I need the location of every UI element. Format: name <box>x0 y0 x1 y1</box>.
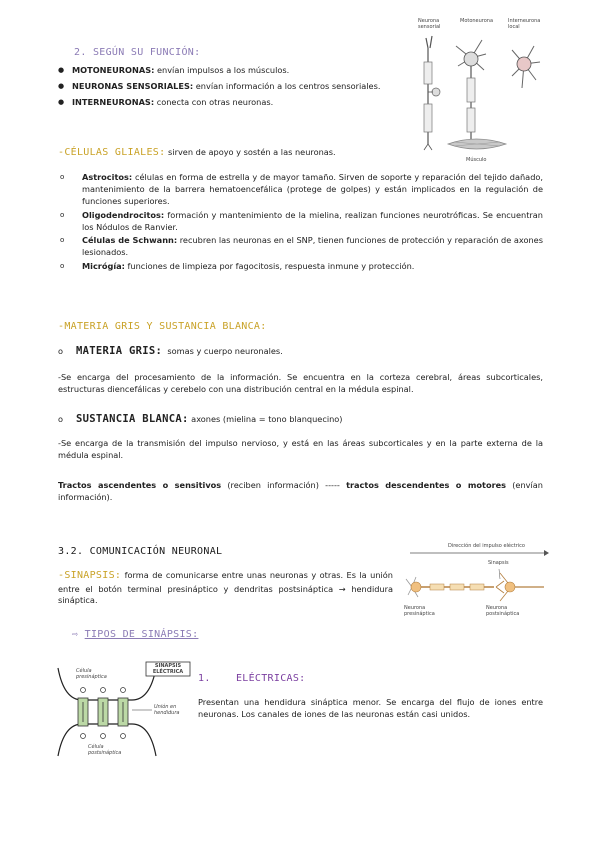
list-item: o Astrocitos: células en forma de estrella y de mayor tamaño. Sirven de soporte y reparación del tejido dañado, mantenimiento de la barrera hematoencefálica (protege de golpes) y están implicados en la regulación de funciones superiores. <box>58 172 543 208</box>
white-matter-term: SUSTANCIA BLANCA: <box>76 413 189 425</box>
list-item: o Micrógía: funciones de limpieza por fagocitosis, respuesta inmune y protección. <box>58 261 543 273</box>
white-matter-text: axones (mielina = tono blanquecino) <box>188 414 343 424</box>
synapse-label: -SINAPSIS: <box>58 570 122 581</box>
list-item: o Oligodendrocitos: formación y mantenimiento de la mielina, realizan funciones neurotróficas. Se encuentran los Nódulos de Ranvier. <box>58 210 543 234</box>
gray-matter-term: MATERIA GRIS: <box>76 345 163 357</box>
electrical-title: ELÉCTRICAS: <box>235 673 306 684</box>
synapse-types-heading <box>72 628 198 643</box>
white-matter-row <box>58 412 538 427</box>
glial-intro <box>58 146 548 161</box>
electrical-number: 1. <box>198 673 211 684</box>
figure-label-electrical: SINAPSIS ELÉCTRICA <box>152 663 184 675</box>
figure-label-muscle: Músculo <box>466 157 487 163</box>
synapse-figure <box>404 543 549 625</box>
figure-label-postsynaptic: Neurona postsináptica <box>486 605 520 617</box>
figure-label-interneuron: Interneurona local <box>508 18 541 30</box>
gray-matter-text: somas y cuerpo neuronales. <box>167 346 283 356</box>
glial-intro-text: sirven de apoyo y sostén a las neuronas. <box>165 147 336 157</box>
gray-matter-paragraph: -Se encarga del procesamiento de la información. Se encuentra en la corteza cerebral, áreas subcorticales, estructuras diencefálicas y cerebelo con una distribución central en la médula espinal. <box>58 372 543 394</box>
electrical-paragraph: Presentan una hendidura sináptica menor. Se encarga del flujo de iones entre neuronas. Los canales de iones de las neuronas están casi unidos. <box>198 697 543 719</box>
communication-heading: 3.2. COMUNICACIÓN NEURONAL <box>58 546 223 557</box>
list-item: ● MOTONEURONAS: envían impulsos a los músculos. <box>58 65 408 77</box>
neuron-types-illustration <box>416 32 548 157</box>
gray-matter-row <box>58 344 538 359</box>
figure-label-gap-junction: Unión en hendidura <box>154 704 180 716</box>
section-heading-function: 2. SEGÚN SU FUNCIÓN: <box>74 47 201 58</box>
bullet-o: o <box>58 414 64 424</box>
figure-label-synapse: Sinapsis <box>488 560 509 566</box>
synapse-text: forma de comunicarse entre unas neuronas y otras. Es la unión entre el botón terminal presináptico y dendritas postsináptica → hendidura sináptica. <box>58 570 393 606</box>
neuron-function-list <box>58 65 408 113</box>
figure-label-direction: Dirección del impulso eléctrico <box>448 543 525 549</box>
list-item: ● INTERNEURONAS: conecta con otras neuronas. <box>58 97 408 109</box>
synapse-paragraph <box>58 569 393 607</box>
bullet-o: o <box>58 346 64 356</box>
gray-white-heading: -MATERIA GRIS Y SUSTANCIA BLANCA: <box>58 321 267 332</box>
white-matter-paragraph: -Se encarga de la transmisión del impulso nervioso, y está en las áreas subcorticales y en la parte externa de la médula espinal. <box>58 438 543 460</box>
figure-label-motoneuron: Motoneurona <box>460 18 494 24</box>
glial-cells-list <box>58 172 543 275</box>
neuron-types-figure <box>416 18 548 163</box>
figure-label-presynaptic-cell: Célula presináptica <box>76 668 107 680</box>
synapse-types-label: TIPOS DE SINÁPSIS: <box>84 629 199 640</box>
tracts-paragraph: Tractos ascendentes o sensitivos (reciben información) ----- tractos descendentes o motores (envían información). <box>58 480 543 502</box>
glial-heading: -CÉLULAS GLIALES: <box>58 147 166 158</box>
figure-label-sensory: Neurona sensorial <box>418 18 441 30</box>
list-item: ● NEURONAS SENSORIALES: envían información a los centros sensoriales. <box>58 81 408 93</box>
figure-label-presynaptic: Neurona presináptica <box>404 605 435 617</box>
electrical-heading <box>198 672 305 687</box>
double-arrow-icon: ⇨ <box>72 629 79 640</box>
electrical-synapse-figure <box>54 652 194 770</box>
list-item: o Células de Schwann: recubren las neuronas en el SNP, tienen funciones de protección y reparación de axones lesionados. <box>58 235 543 259</box>
figure-label-postsynaptic-cell: Célula postsináptica <box>88 744 122 756</box>
